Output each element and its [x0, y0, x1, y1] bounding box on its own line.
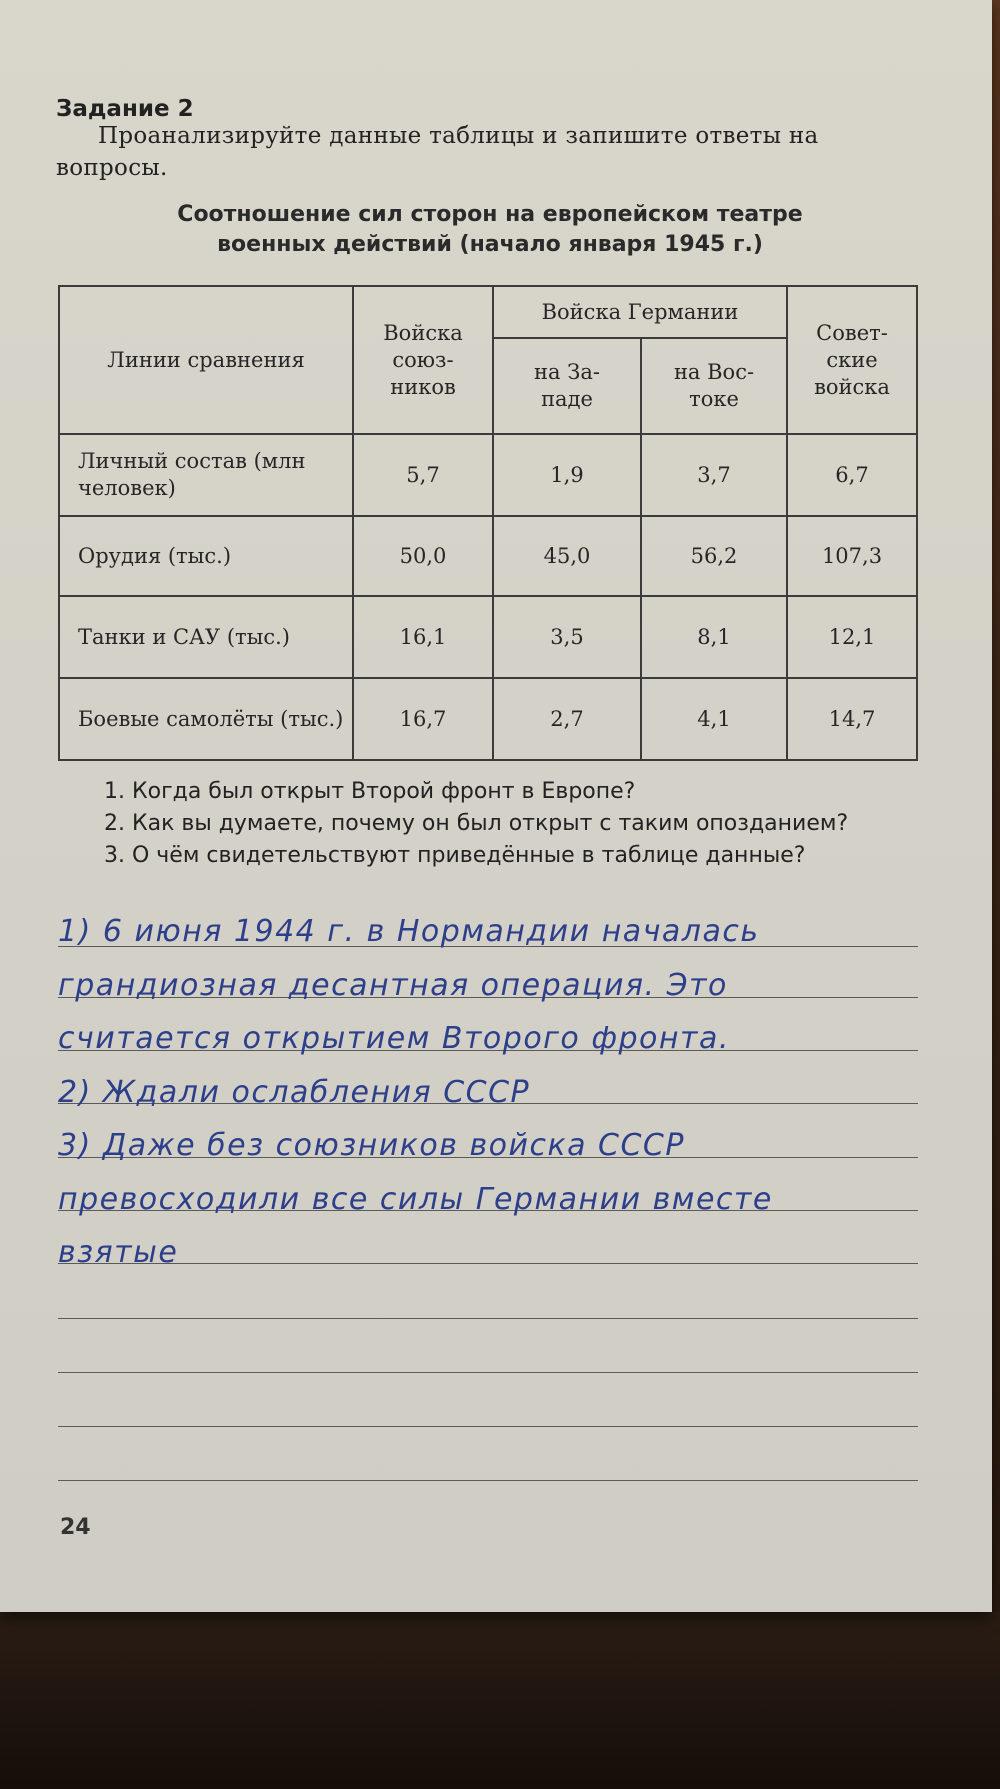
handwritten-line: превосходили все силы Германии вместе — [58, 1181, 773, 1217]
cell-germany-west: 45,0 — [493, 516, 641, 596]
handwritten-line: взятые — [58, 1235, 179, 1270]
header-germany-east: на Вос-токе — [641, 338, 787, 434]
table-title-line-1: Соотношение сил сторон на европейском театре — [177, 202, 803, 227]
answer-line — [58, 1480, 918, 1481]
question-1: 1. Когда был открыт Второй фронт в Европе? — [104, 779, 636, 804]
handwritten-line: 2) Ждали ослабления СССР — [58, 1074, 531, 1110]
cell-germany-east: 8,1 — [641, 596, 787, 678]
header-soviet: Совет-ские войска — [787, 286, 917, 434]
handwritten-answers — [58, 905, 928, 1280]
header-germany-west: на За-паде — [493, 338, 641, 434]
handwritten-line: считается открытием Второго фронта. — [58, 1021, 730, 1056]
header-comparison: Линии сравнения — [59, 286, 353, 434]
handwritten-line: грандиозная десантная операция. Это — [58, 967, 728, 1003]
cell-germany-west: 3,5 — [493, 596, 641, 678]
cell-germany-east: 56,2 — [641, 516, 787, 596]
desk-shadow — [0, 1612, 1000, 1789]
answer-line — [58, 1318, 918, 1319]
cell-allies: 16,7 — [353, 678, 493, 760]
answer-lines — [58, 0, 918, 1612]
handwritten-line: 3) Даже без союзников войска СССР — [58, 1128, 685, 1163]
table-title-line-2: военных действий (начало января 1945 г.) — [217, 232, 763, 257]
answer-line — [58, 1426, 918, 1427]
task-instruction: Проанализируйте данные таблицы и запишите ответы на вопросы. — [56, 123, 819, 181]
task-title: Задание 2 — [56, 96, 194, 122]
cell-germany-east: 3,7 — [641, 434, 787, 516]
row-label: Боевые самолёты (тыс.) — [59, 678, 353, 760]
question-2: 2. Как вы думаете, почему он был открыт с таким опозданием? — [104, 811, 849, 836]
cell-germany-east: 4,1 — [641, 678, 787, 760]
answer-line — [58, 1372, 918, 1373]
cell-germany-west: 2,7 — [493, 678, 641, 760]
cell-allies: 16,1 — [353, 596, 493, 678]
cell-soviet: 12,1 — [787, 596, 917, 678]
cell-soviet: 14,7 — [787, 678, 917, 760]
row-label: Личный состав (млн человек) — [59, 434, 353, 516]
question-3: 3. О чём свидетельствуют приведённые в таблице данные? — [104, 843, 806, 868]
cell-soviet: 6,7 — [787, 434, 917, 516]
cell-soviet: 107,3 — [787, 516, 917, 596]
header-allies: Войска союз-ников — [353, 286, 493, 434]
row-label: Орудия (тыс.) — [59, 516, 353, 596]
row-label: Танки и САУ (тыс.) — [59, 596, 353, 678]
handwritten-line: 1) 6 июня 1944 г. в Нормандии началась — [58, 914, 760, 949]
page-number: 24 — [60, 1515, 91, 1540]
cell-allies: 5,7 — [353, 434, 493, 516]
cell-allies: 50,0 — [353, 516, 493, 596]
cell-germany-west: 1,9 — [493, 434, 641, 516]
header-germany: Войска Германии — [493, 286, 787, 338]
